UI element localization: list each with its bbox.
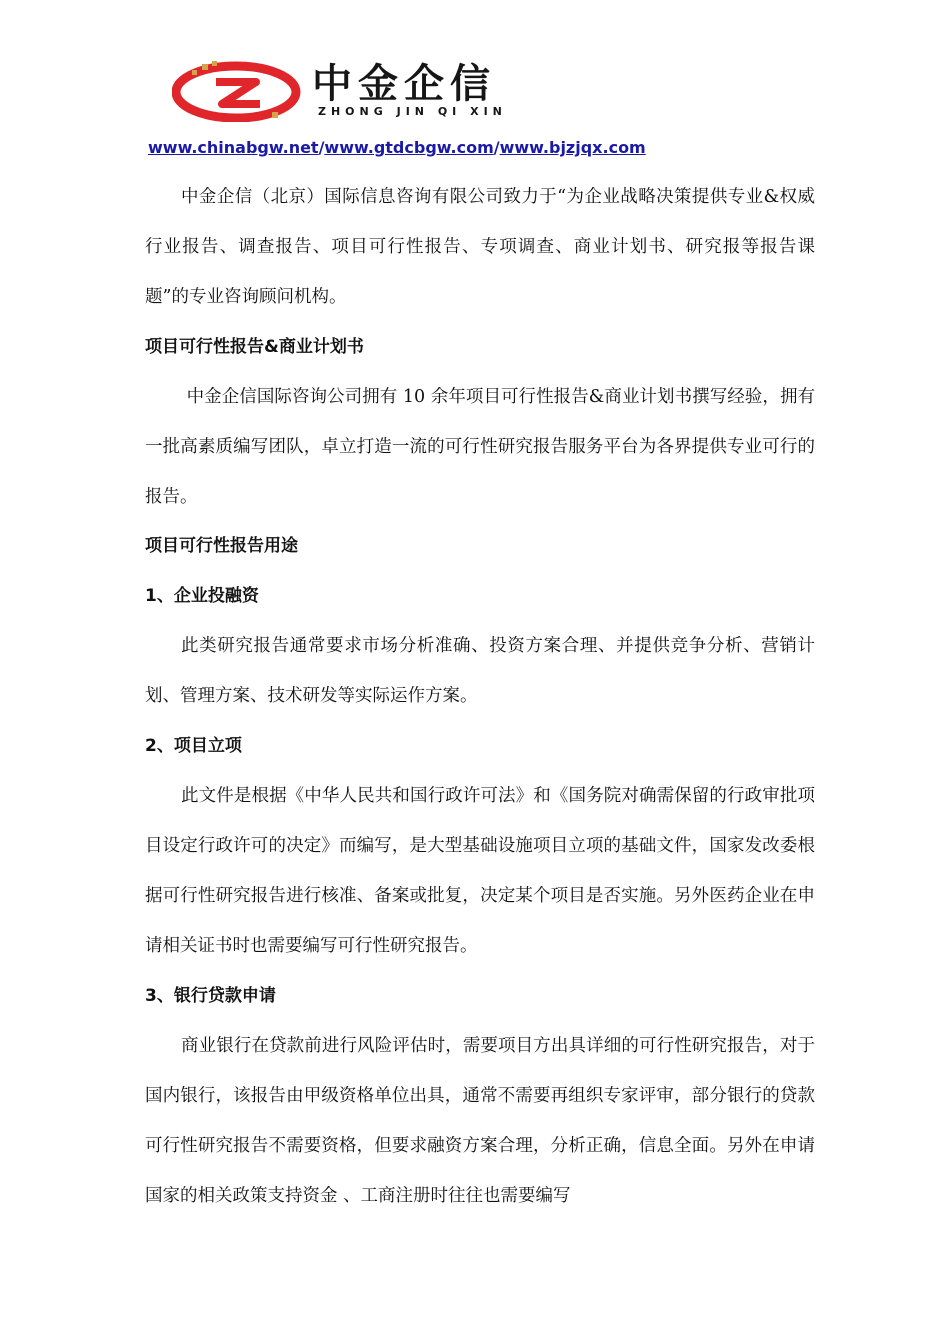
item-paragraph: 此类研究报告通常要求市场分析准确、投资方案合理、并提供竞争分析、营销计划、管理方案、技术研发等实际运作方案。 <box>145 636 815 706</box>
link-bjzjqx[interactable]: www.bjzjqx.com <box>499 138 646 157</box>
section-uses <box>145 521 815 1221</box>
item-paragraph: 此文件是根据《中华人民共和国行政许可法》和《国务院对确需保留的行政审批项目设定行政许可的决定》而编写，是大型基础设施项目立项的基础文件，国家发改委根据可行性研究报告进行核准、备案或批复，决定某个项目是否实施。另外医药企业在申请相关证书时也需要编写可行性研究报告。 <box>145 786 815 956</box>
item-title: 3、银行贷款申请 <box>145 986 276 1006</box>
section-heading: 项目可行性报告&商业计划书 <box>145 337 364 357</box>
section-paragraph: 中金企信国际咨询公司拥有 10 余年项目可行性报告&商业计划书撰写经验，拥有一批高素质编写团队，卓立打造一流的可行性研究报告服务平台为各界提供专业可行的报告。 <box>145 387 815 507</box>
logo-chinese-text: 中金企信 <box>312 61 496 107</box>
intro-block <box>145 172 815 322</box>
link-separator: / <box>493 138 500 157</box>
item-paragraph: 商业银行在贷款前进行风险评估时，需要项目方出具详细的可行性研究报告，对于国内银行，该报告由甲级资格单位出具，通常不需要再组织专家评审，部分银行的贷款可行性研究报告不需要资格，但要求融资方案合理，分析正确，信息全面。另外在申请国家的相关政策支持资金 、工商注册时往往也需要编写 <box>145 1036 815 1206</box>
item-title: 2、项目立项 <box>145 736 242 756</box>
website-links <box>148 138 646 157</box>
link-gtdcbgw[interactable]: www.gtdcbgw.com <box>324 138 494 157</box>
link-chinabgw[interactable]: www.chinabgw.net <box>148 138 319 157</box>
section-feasibility <box>145 322 815 522</box>
logo-english-text: ZHONG JIN QI XIN <box>318 105 507 118</box>
intro-paragraph: 中金企信（北京）国际信息咨询有限公司致力于“为企业战略决策提供专业&权威行业报告、调查报告、项目可行性报告、专项调查、商业计划书、研究报等报告课题”的专业咨询顾问机构。 <box>145 187 815 307</box>
item-title: 1、企业投融资 <box>145 586 259 606</box>
section-heading: 项目可行性报告用途 <box>145 536 298 556</box>
company-logo <box>172 58 572 124</box>
logo-mark-icon <box>172 60 302 122</box>
link-separator: / <box>318 138 325 157</box>
